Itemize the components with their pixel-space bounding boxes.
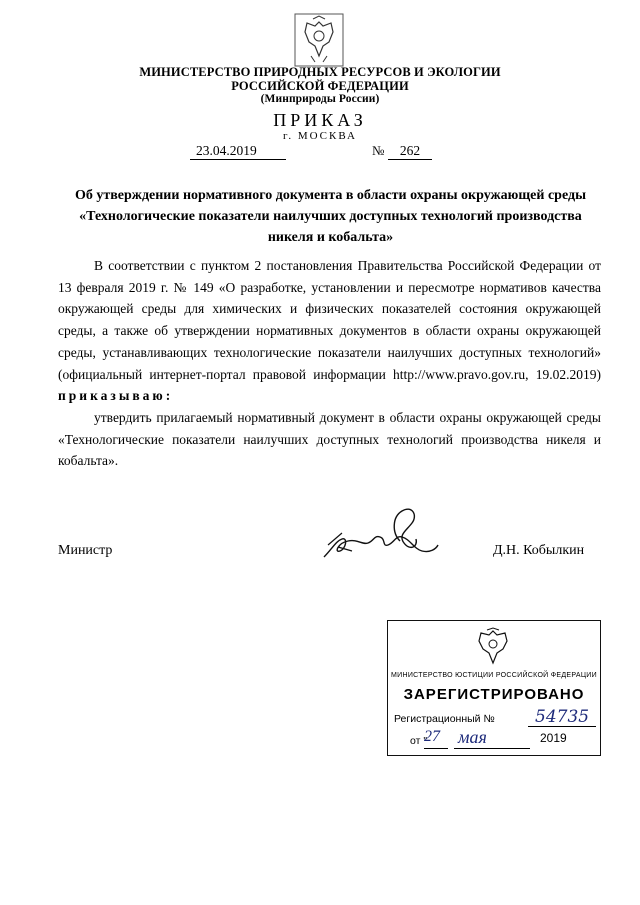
stamp-status: ЗАРЕГИСТРИРОВАНО bbox=[403, 686, 585, 703]
stamp-day: 27 bbox=[424, 728, 440, 745]
preamble-paragraph bbox=[58, 255, 601, 407]
stamp-reg-number: 54735 bbox=[535, 707, 590, 727]
signatory-name: Д.Н. Кобылкин bbox=[493, 543, 585, 558]
order-word: приказываю: bbox=[58, 388, 174, 404]
stamp-year: 2019 bbox=[540, 731, 567, 745]
ministry-short-name: (Минприроды России) bbox=[260, 93, 380, 105]
document-title: Об утверждении нормативного документа в области охраны окружающей среды «Технологические показатели наилучших доступных технологий производства никеля и кобальта» bbox=[74, 188, 587, 245]
ministry-name-line2: РОССИЙСКОЙ ФЕДЕРАЦИИ bbox=[231, 79, 409, 93]
city: г. МОСКВА bbox=[283, 130, 357, 142]
coat-of-arms-emblem bbox=[293, 12, 345, 68]
number-label: № bbox=[372, 143, 385, 158]
stamp-from-label: от " bbox=[410, 735, 428, 747]
stamp-month: мая bbox=[458, 727, 487, 747]
document-type: ПРИКАЗ bbox=[273, 110, 367, 130]
stamp-emblem-icon bbox=[471, 627, 515, 667]
preamble-text: В соответствии с пунктом 2 постановления Правительства Российской Федерации от 13 февраля 2019 г. № 149 «О разработке, установлении и пересмотре нормативов качества окружающей среды для химических и физических показателей состояния окружающей среды, а также об утверждении нормативных документов в области охраны окружающей среды, устанавливающих технологические показатели наилучших доступных технологий» (официальный интернет-портал правовой информации http://www.pravo.gov.ru, 19.02.2019) bbox=[58, 258, 601, 382]
registration-stamp bbox=[387, 620, 601, 756]
signatory-position: Министр bbox=[58, 543, 113, 558]
operative-paragraph: утвердить прилагаемый нормативный документ в области охраны окружающей среды «Технологические показатели наилучших доступных технологий производства никеля и кобальта». bbox=[58, 410, 601, 469]
handwritten-signature bbox=[318, 505, 440, 563]
stamp-ministry: МИНИСТЕРСТВО ЮСТИЦИИ РОССИЙСКОЙ ФЕДЕРАЦИИ bbox=[391, 672, 597, 679]
order-date: 23.04.2019 bbox=[190, 143, 286, 160]
stamp-reg-label: Регистрационный № bbox=[394, 713, 495, 725]
ministry-name-line1: МИНИСТЕРСТВО ПРИРОДНЫХ РЕСУРСОВ И ЭКОЛОГИИ bbox=[139, 65, 501, 79]
order-number: 262 bbox=[388, 143, 432, 160]
